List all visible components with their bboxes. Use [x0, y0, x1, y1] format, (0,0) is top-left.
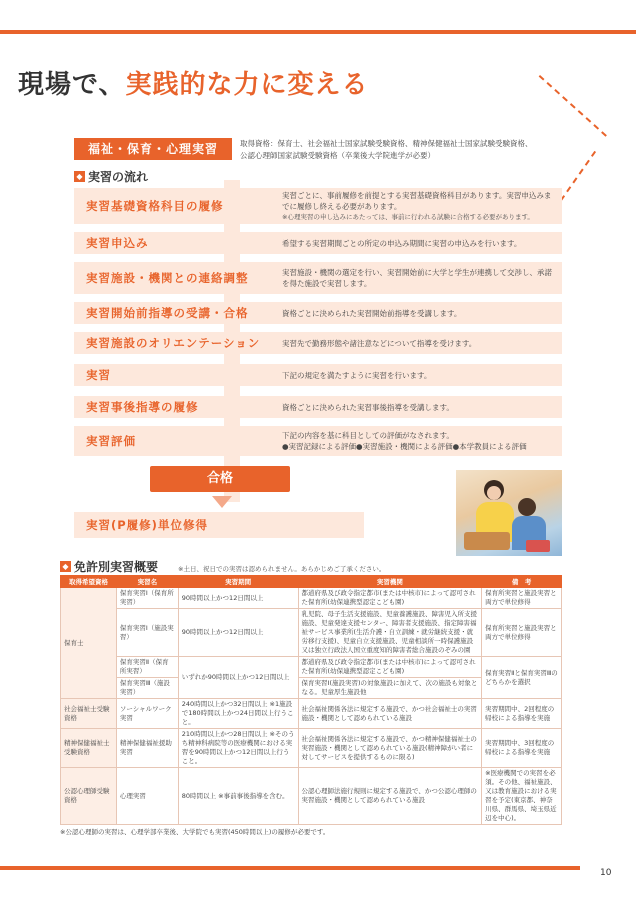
license-section-title: 免許別実習概要: [74, 560, 159, 574]
section-marker-icon: ◆: [60, 561, 71, 572]
table-cell: 保育実習Ⅱと保育実習Ⅲのどちらかを選択: [482, 657, 562, 699]
table-cell: 80時間以上 ※事前事後指導を含む。: [178, 768, 298, 825]
table-note: ※土日、祝日での実習は認められません。あらかじめご了承ください。: [178, 565, 386, 573]
table-cell: 実習期間中、2回程度の帰校による指導を実施: [482, 699, 562, 729]
table-header-cell: 備 考: [482, 576, 562, 588]
table-cell: 心理実習: [116, 768, 178, 825]
page-number: 10: [600, 868, 612, 878]
photo-toy: [526, 540, 550, 552]
flow-step-desc: 実習施設・機関の選定を行い、実習開始前に大学と学生が連携して交渉し、承諾を得た施設で実習します。: [282, 268, 552, 288]
children-playing-photo: [456, 470, 562, 556]
table-row: [61, 768, 562, 825]
table-cell: 保育士: [61, 588, 117, 699]
table-cell: 保育実習Ⅲ（施設実習）: [116, 678, 178, 699]
table-row: [61, 588, 562, 609]
flow-step-label: 実習施設のオリエンテーション: [86, 336, 261, 350]
headline-part2: 実践的な力に変える: [125, 70, 369, 100]
section-marker-icon: ◆: [74, 171, 85, 182]
table-cell: 精神保健福祉士受験資格: [61, 729, 117, 768]
table-header-cell: 実習名: [116, 576, 178, 588]
qualifications-line: 取得資格：保育士、社会福祉士国家試験受験資格、精神保健福祉士国家試験受験資格、: [240, 139, 533, 148]
flow-step-label: 実習申込み: [86, 236, 149, 250]
table-cell: 210時間以上かつ28日間以上 ※そのうち精神科病院等の医療機関における実習を90時間以上かつ12日間以上行うこと。: [178, 729, 298, 768]
license-section-heading: [60, 558, 158, 575]
table-cell: 都道府県及び政令指定都市(または中核市)によって認可された保育所(幼保連携型認定こども園): [298, 657, 482, 678]
flow-step-label: 実習事後指導の履修: [86, 400, 199, 414]
page-headline: [18, 64, 369, 101]
flow-step: [74, 396, 562, 418]
flow-step: [74, 302, 562, 324]
flow-step: [74, 188, 562, 224]
photo-figure: [518, 498, 536, 516]
credit-row: 実習(P履修)単位修得: [74, 512, 364, 538]
table-cell: 保育実習Ⅰ（施設実習）: [116, 609, 178, 657]
down-arrow-icon: [212, 496, 232, 508]
flow-step-desc-text: 下記の内容を基に科目としての評価がなされます。: [282, 431, 454, 440]
table-cell: 保育所実習と施設実習と両方で単位修得: [482, 609, 562, 657]
table-cell: いずれか90時間以上かつ12日間以上: [178, 657, 298, 699]
pass-box: 合格: [150, 466, 290, 492]
flow-step-desc: 実習先で勤務形態や諸注意などについて指導を受けます。: [282, 338, 477, 348]
table-header-cell: 実習期間: [178, 576, 298, 588]
flow-step-label: 実習評価: [86, 434, 136, 448]
flow-step: [74, 332, 562, 354]
qualifications-text: [240, 138, 570, 162]
flow-step-label: 実習基礎資格科目の履修: [86, 199, 224, 213]
flow-step-label: 実習施設・機関との連絡調整: [86, 271, 249, 285]
table-cell: 社会福祉関係各法に規定する施設で、かつ精神保健福祉士の実習施設・機関として認められている施設(精神障がい者に対してサービスを提供するものに限る): [298, 729, 482, 768]
flow-step-note: ※心理実習の申し込みにあたっては、事前に行われる試験に合格する必要があります。: [282, 212, 534, 221]
flow-step: [74, 232, 562, 254]
field-badge: 福祉・保育・心理実習: [74, 138, 232, 160]
table-cell: 保育所実習と施設実習と両方で単位修得: [482, 588, 562, 609]
table-cell: 実習期間中、3回程度の帰校による指導を実施: [482, 729, 562, 768]
flow-step: [74, 262, 562, 294]
flow-section-title: 実習の流れ: [88, 170, 149, 184]
photo-figure: [487, 486, 501, 500]
flow-step-desc: [282, 430, 562, 452]
table-header-cell: 実習機関: [298, 576, 482, 588]
flow-step: [74, 364, 562, 386]
table-cell: 保育実習Ⅱ（保育所実習）: [116, 657, 178, 678]
flow-step: [74, 426, 562, 456]
headline-part1: 現場で、: [18, 70, 126, 100]
footnote: ※公認心理師の実習は、心理学部卒業後、大学院でも実習(450時間以上)の履修が必要です。: [60, 828, 330, 836]
table-row: [61, 729, 562, 768]
flow-step-desc: 資格ごとに決められた実習開始前指導を受講します。: [282, 308, 462, 318]
table-cell: 公認心理師法施行規則に規定する施設で、かつ公認心理師の実習施設・機関として認められている施設: [298, 768, 482, 825]
table-cell: ソーシャルワーク実習: [116, 699, 178, 729]
table-cell: 公認心理師受験資格: [61, 768, 117, 825]
table-header-cell: 取得希望資格: [61, 576, 117, 588]
table-row: [61, 699, 562, 729]
flow-step-desc: 希望する実習期間ごとの所定の申込み期間に実習の申込みを行います。: [282, 238, 522, 248]
table-cell: 90時間以上かつ12日間以上: [178, 588, 298, 609]
table-cell: 社会福祉士受験資格: [61, 699, 117, 729]
table-header-row: [61, 576, 562, 588]
table-cell: 都道府県及び政令指定都市(または中核市)によって認可された保育所(幼保連携型認定こども園): [298, 588, 482, 609]
flow-step-desc: [282, 190, 562, 223]
table-cell: 240時間以上かつ32日間以上 ※1施設で180時間以上かつ24日間以上行うこと。: [178, 699, 298, 729]
flow-step-label: 実習: [86, 368, 111, 382]
table-cell: 90時間以上かつ12日間以上: [178, 609, 298, 657]
qualifications-line: 公認心理師国家試験受験資格（卒業後大学院進学が必要）: [240, 151, 435, 160]
table-row: [61, 609, 562, 657]
flow-section-heading: [74, 168, 148, 185]
decorative-dashed-line: [539, 75, 607, 137]
table-cell: 精神保健福祉援助実習: [116, 729, 178, 768]
table-row: [61, 657, 562, 678]
flow-step-desc-text: 実習ごとに、事前履修を前提とする実習基礎資格科目があります。実習申込みまでに履修し終える必要があります。: [282, 190, 552, 211]
license-table: [60, 575, 562, 825]
photo-toy: [464, 532, 510, 550]
flow-step-desc: 下記の規定を満たすように実習を行います。: [282, 370, 432, 380]
bottom-accent-bar: [0, 866, 580, 870]
table-cell: 社会福祉関係各法に規定する施設で、かつ社会福祉士の実習施設・機関として認められている施設: [298, 699, 482, 729]
top-accent-bar: [0, 30, 636, 34]
table-cell: 乳児院、母子生活支援施設、児童養護施設、障害児入所支援施設、児童発達支援センター、障害者支援施設、指定障害福祉サービス事業所(生活介護・自立訓練・就労継続支援・就労移行支援)、児童自立支援施設、児童相談所一時保護施設又は独立行政法人国立重度知的障害者総合施設のぞみの園: [298, 609, 482, 657]
table-cell: ※医療機関での実習を必須。その他、福祉施設、又は教育施設における実習を予定(東京都、神奈川県、群馬県、埼玉県近辺を中心)。: [482, 768, 562, 825]
table-cell: 保育実習Ⅰ（保育所実習）: [116, 588, 178, 609]
flow-step-label: 実習開始前指導の受講・合格: [86, 306, 249, 320]
table-cell: 保育実習Ⅰ(施設実習)の対象施設に加えて、次の施設も対象となる。児童厚生施設他: [298, 678, 482, 699]
flow-step-desc-criteria: ●実習記録による評価●実習施設・機関による評価●本学教員による評価: [282, 442, 527, 451]
flow-step-desc: 資格ごとに決められた実習事後指導を受講します。: [282, 402, 454, 412]
